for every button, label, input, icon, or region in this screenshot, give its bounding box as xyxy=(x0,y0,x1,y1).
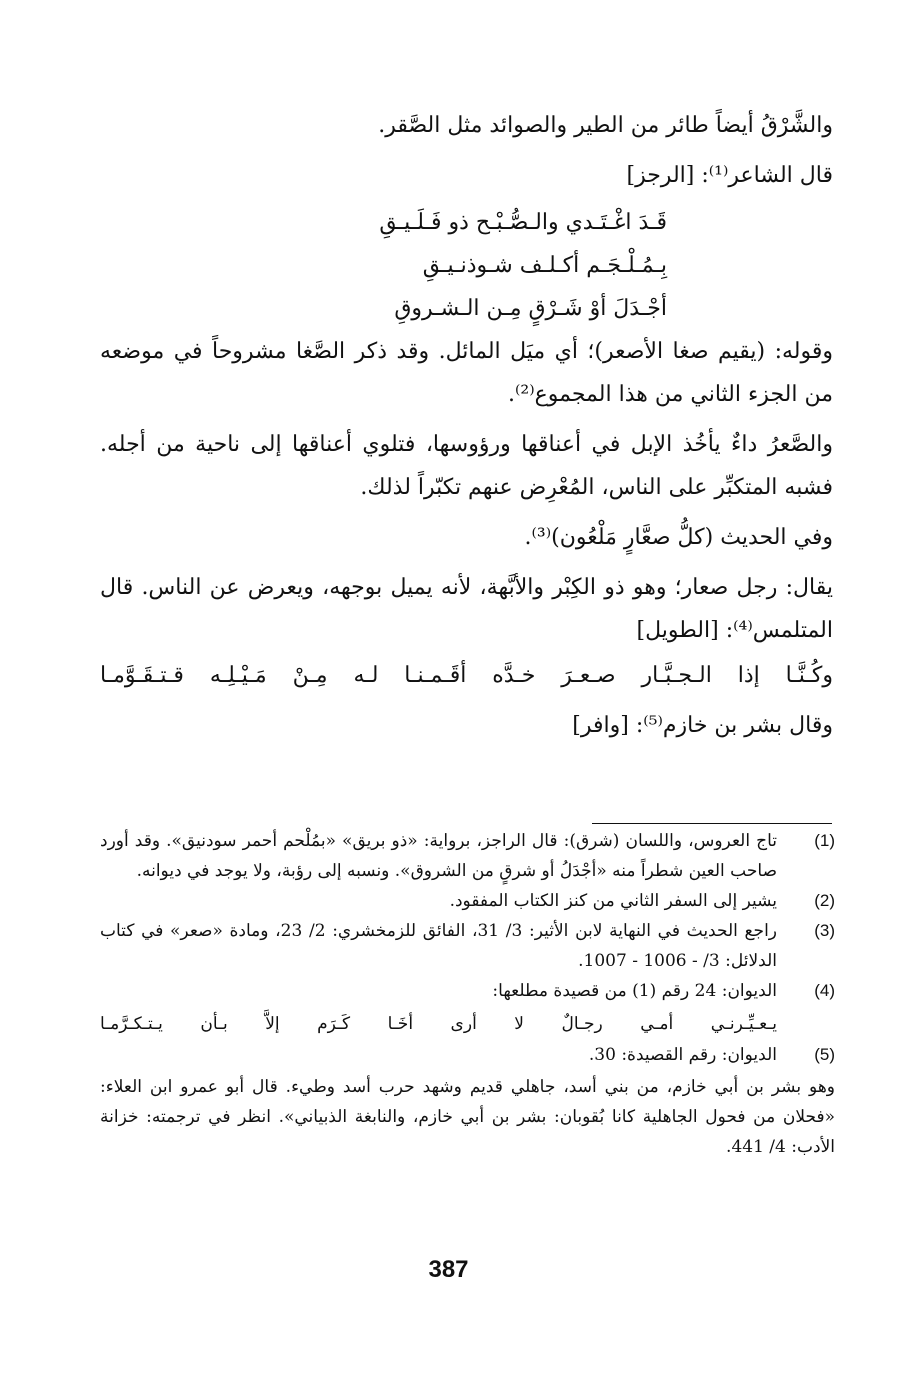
paragraph-saar: والصَّعرُ داءٌ يأخُذ الإبل في أعناقها ورؤوسها، فتلوي أعناقها إلى ناحية من أجله. فشبه المتكبِّر على الناس، المُعْرِض عنهم تكبّراً لذلك. xyxy=(100,432,833,500)
page-number: 387 xyxy=(428,1256,469,1283)
footnote-4 xyxy=(100,976,835,1006)
verse-line-2: بِـمُـلْـجَـم أكـلـف شـوذنـيـقِ xyxy=(422,253,667,278)
paragraph-bishr: وقال بشر بن خازم⁽⁵⁾: [وافر] xyxy=(572,713,833,738)
footnote-3 xyxy=(100,916,835,976)
footnote-text: تاج العروس، واللسان (شرق): قال الراجز، برواية: «ذو بريق» «بمُلْحم أحمر سودنيق». وقد أورد صاحب العين شطراً منه «أجْدَلُ أو شرقٍ من الشروق». ونسبه إلى رؤبة، ولا يوجد في ديوانه. xyxy=(100,831,777,881)
paragraph-mutalammis: يقال: رجل صعار؛ وهو ذو الكِبْر والأبَّهة، لأنه يميل بوجهه، ويعرض عن الناس. قال المتلمس⁽⁴⁾: [الطويل] xyxy=(100,575,833,643)
footnote-number: (4) xyxy=(814,981,835,1000)
rajaz-verses xyxy=(197,201,667,330)
footnote-number: (2) xyxy=(814,891,835,910)
main-text xyxy=(100,104,833,747)
footnote-bio: وهو بشر بن أبي خازم، من بني أسد، جاهلي قديم وشهد حرب أسد وطيء. قال أبو عمرو ابن العلاء: «فحلان من فحول الجاهلية كانا بُقوبان: بشر بن أبي خازم، والنابغة الذبياني». انظر في ترجمته: خزانة الأدب: 4/ 441. xyxy=(100,1077,835,1157)
footnote-text: الديوان: رقم القصيدة: 30. xyxy=(588,1045,777,1065)
footnote-2 xyxy=(100,886,835,916)
footnote-number: (1) xyxy=(814,831,835,850)
footnotes xyxy=(100,826,835,1179)
verse-mutalammis: وكُـنَّـا إذا الـجـبَّـار صـعـرَ خـدَّه أقَـمـنـا لـه مِـنْ مَـيْـلِـه قـتـقَـوَّمـا xyxy=(100,663,833,688)
paragraph-shirq: والشَّرْقُ أيضاً طائر من الطير والصوائد مثل الصَّقر. xyxy=(378,113,833,138)
footnote-number: (3) xyxy=(814,921,835,940)
footnote-text: راجع الحديث في النهاية لابن الأثير: 3/ 31، الفائق للزمخشري: 2/ 23، ومادة «صعر» في كتاب الدلائل: 3/ - 1006 - 1007. xyxy=(100,921,777,971)
footnote-5 xyxy=(100,1040,835,1070)
footnote-1 xyxy=(100,826,835,886)
footnote-text: يشير إلى السفر الثاني من كنز الكتاب المفقود. xyxy=(449,891,777,911)
footnote-verse: يـعـيِّـرنـي أمـي رجـالٌ لا أرى أخَـا كَـرَم إلاَّ بـأن يـتـكـرَّمـا xyxy=(100,1014,777,1034)
verse-line-3: أجْـدَلَ أوْ شَـرْقٍ مِـن الـشـروقِ xyxy=(394,296,667,321)
footnote-divider xyxy=(592,823,832,824)
verse-line-1: قَـدَ اغْـتَـدي والـصُّـبْـح ذو فَـلَـيـقِ xyxy=(379,210,667,235)
paragraph-hadith: وفي الحديث (كلُّ صعَّارٍ مَلْعُون)⁽³⁾. xyxy=(524,525,833,550)
paragraph-saga: وقوله: (يقيم صغا الأصعر)؛ أي ميَل المائل. وقد ذكر الصَّغا مشروحاً في موضعه من الجزء الثاني من هذا المجموع⁽²⁾. xyxy=(100,339,833,407)
footnote-text: الديوان: 24 رقم (1) من قصيدة مطلعها: xyxy=(492,981,777,1001)
paragraph-poet-intro: قال الشاعر⁽¹⁾: [الرجز] xyxy=(626,163,833,188)
footnote-number: (5) xyxy=(814,1045,835,1064)
